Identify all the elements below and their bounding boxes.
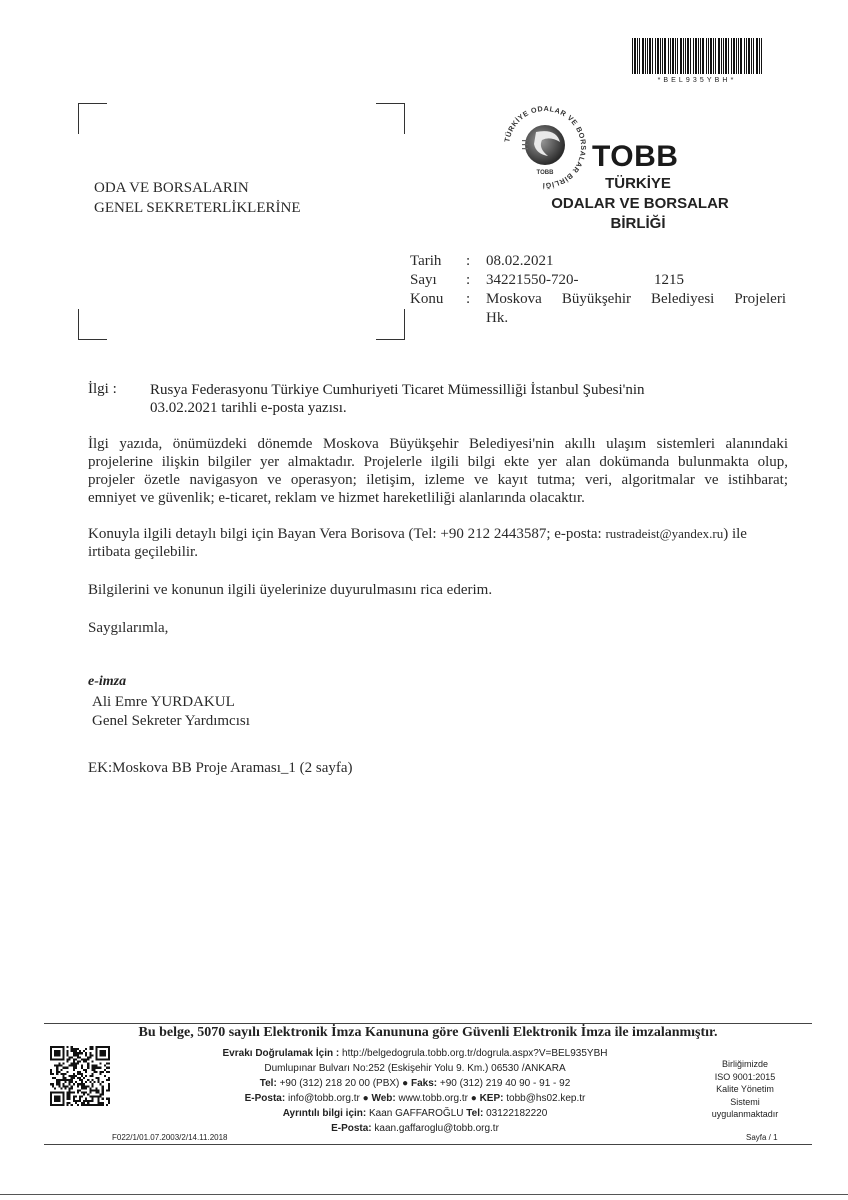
address-corner-bottom-left [78, 309, 107, 340]
logo-subtitle: TÜRKİYE [605, 175, 671, 192]
fax-value: +90 (312) 219 40 90 - 91 - 92 [439, 1078, 571, 1089]
contact-email-link[interactable]: kaan.gaffaroglu@tobb.org.tr [374, 1123, 499, 1134]
contact-text: Konuyla ilgili detaylı bilgi için Bayan Vera Borisova (Tel: +90 212 2443587; e-posta: [88, 526, 602, 542]
barcode [632, 38, 762, 74]
iso-certification-note [690, 1058, 800, 1121]
verify-label: Evrakı Doğrulamak İçin : [222, 1048, 340, 1059]
footer-line [170, 1121, 660, 1136]
barcode-text: *BEL935YBH* [657, 77, 737, 84]
address-corner-top-right [376, 103, 405, 134]
footer-divider [44, 1023, 812, 1024]
paragraph-line: projelerine ilişkin bilgiler yer almaktadır. Projelerle ilgili bilgi ekte yer alan dokümanda bulunmakta olup, [88, 454, 788, 470]
paragraph-line [88, 525, 788, 543]
body-paragraph-1 [88, 435, 788, 507]
recipient-line: GENEL SEKRETERLİKLERİNE [94, 200, 301, 216]
body-paragraph-2 [88, 525, 788, 561]
logo-subtitle: BİRLİĞİ [610, 215, 666, 232]
footer-line: Tel: +90 (312) 218 20 00 (PBX) ● Faks: +90 (312) 219 40 90 - 91 - 92 [259, 1078, 571, 1089]
footer-line [170, 1046, 660, 1061]
kep-label: KEP: [479, 1093, 504, 1104]
date-label: Tarih [410, 253, 442, 269]
paragraph-line: İlgi yazıda, önümüzdeki dönemde Moskova Büyükşehir Belediyesi'nin akıllı ulaşım sistemleri alanındaki [88, 436, 788, 452]
tel-label: Tel: [259, 1078, 277, 1089]
number-value: 34221550-720- [486, 272, 579, 288]
footer-contact-block [170, 1046, 660, 1136]
footer-line: Dumlupınar Bulvarı No:252 (Eskişehir Yolu 9. Km.) 06530 /ANKARA [264, 1063, 566, 1074]
iso-line: ISO 9001:2015 [714, 1071, 776, 1082]
email-label: E-Posta: [244, 1093, 286, 1104]
paragraph-line: irtibata geçilebilir. [88, 544, 198, 560]
contact-person: Kaan GAFFAROĞLU [369, 1108, 464, 1119]
fax-label: Faks: [410, 1078, 438, 1089]
number-colon: : [466, 272, 471, 288]
e-signature-mark: e-imza [88, 674, 127, 689]
footer-title: Bu belge, 5070 sayılı Elektronik İmza Kanununa göre Güvenli Elektronik İmza ile imzalanmıştır. [138, 1025, 718, 1040]
emblem-ring-text: TÜRKİYE ODALAR VE BORSALAR BİRLİĞİ [502, 103, 589, 191]
recipient-line: ODA VE BORSALARIN [94, 180, 249, 196]
number-suffix: 1215 [654, 272, 684, 288]
recipient-block [94, 178, 301, 218]
web-link[interactable]: www.tobb.org.tr [398, 1093, 468, 1104]
subject-value: Moskova Büyükşehir Belediyesi Projeleri [486, 291, 786, 307]
web-label: Web: [371, 1093, 396, 1104]
email-link[interactable]: info@tobb.org.tr [287, 1093, 360, 1104]
iso-line: uygulanmaktadır [711, 1109, 779, 1119]
attachment-line: EK:Moskova BB Proje Araması_1 (2 sayfa) [88, 760, 353, 776]
iso-line: Sistemi [730, 1096, 760, 1107]
date-value: 08.02.2021 [486, 253, 554, 269]
iso-line: Kalite Yönetim [716, 1084, 774, 1094]
paragraph-line: projeler özetle navigasyon ve operasyon; iletişim, izleme ve kayıt tutma; veri, algoritmalar ve istihbarat; [88, 472, 788, 488]
contact-text-end: ) ile [723, 526, 747, 542]
subject-value-cont: Hk. [486, 310, 509, 326]
verify-url-link[interactable]: http://belgedogrula.tobb.org.tr/dogrula.aspx?V=BEL935YBH [342, 1048, 608, 1059]
footer-line [170, 1106, 660, 1121]
reference-line: Rusya Federasyonu Türkiye Cumhuriyeti Ticaret Mümessilliği İstanbul Şubesi'nin [150, 382, 645, 398]
tel-value: +90 (312) 218 20 00 (PBX) [279, 1078, 400, 1089]
subject-label: Konu [410, 291, 444, 307]
contact-email-label: E-Posta: [331, 1123, 372, 1134]
reference-line: 03.02.2021 tarihli e-posta yazısı. [150, 400, 347, 416]
emblem-small-text: TOBB [536, 170, 554, 176]
page-number: Sayfa / 1 [746, 1133, 778, 1142]
qr-code [50, 1046, 110, 1106]
contact-tel-value: 03122182220 [486, 1108, 548, 1119]
kep-value: tobb@hs02.kep.tr [506, 1093, 586, 1104]
contact-email-link[interactable]: rustradeist@yandex.ru [605, 526, 724, 541]
address-corner-top-left [78, 103, 107, 134]
date-colon: : [466, 253, 471, 269]
logo-title: TOBB [592, 140, 679, 173]
footer-bottom-divider [44, 1144, 812, 1145]
paragraph-line: emniyet ve güvenlik; e-ticaret, reklam ve hizmet hareketliliği alanlarında olacaktır. [88, 490, 585, 506]
logo-subtitle: ODALAR VE BORSALAR [551, 195, 729, 212]
signer-name: Ali Emre YURDAKUL [92, 694, 235, 710]
contact-label: Ayrıntılı bilgi için: [282, 1108, 367, 1119]
form-code: F022/1/01.07.2003/2/14.11.2018 [112, 1133, 228, 1142]
contact-tel-label: Tel: [466, 1108, 484, 1119]
reference-label: İlgi : [88, 381, 117, 397]
body-paragraph-3: Bilgilerini ve konunun ilgili üyelerinize duyurulmasını rica ederim. [88, 582, 493, 598]
signer-title: Genel Sekreter Yardımcısı [92, 713, 250, 729]
subject-colon: : [466, 291, 471, 307]
iso-line: Birliğimizde [721, 1059, 768, 1069]
number-label: Sayı [410, 272, 437, 288]
footer-line: E-Posta: info@tobb.org.tr ● Web: www.tobb.org.tr ● KEP: tobb@hs02.kep.tr [244, 1093, 586, 1104]
closing-text: Saygılarımla, [88, 620, 169, 636]
tobb-emblem-logo [500, 102, 590, 192]
reference-text [150, 381, 750, 417]
address-corner-bottom-right [376, 309, 405, 340]
page-edge-line [0, 1194, 848, 1195]
